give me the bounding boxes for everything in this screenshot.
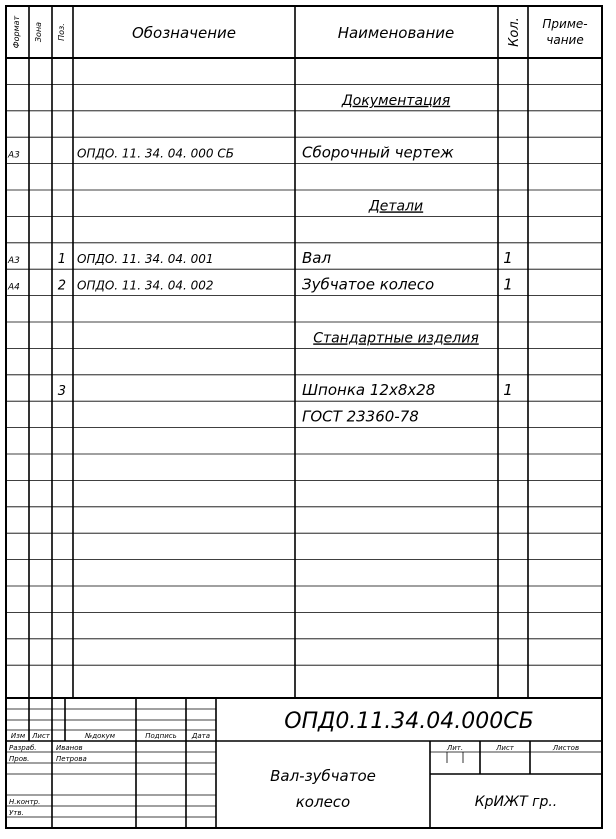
tb-document-code: ОПД0.11.34.04.000СБ xyxy=(284,709,534,734)
row-position: 3 xyxy=(57,384,66,400)
row-format: А4 xyxy=(8,282,20,293)
tb-sheets-label: Листов xyxy=(552,744,580,752)
tb-col-date: Дата xyxy=(191,732,211,740)
header-position: Поз. xyxy=(57,23,66,41)
tb-col-izm: Изм xyxy=(10,732,26,740)
header-format: Формат xyxy=(12,15,21,49)
header-name: Наименование xyxy=(337,24,455,42)
tb-organization: КрИЖТ гр.. xyxy=(474,794,558,810)
row-section-heading: Стандартные изделия xyxy=(313,330,479,347)
tb-role-norm: Н.контр. xyxy=(9,798,41,806)
tb-lit-label: Лит. xyxy=(446,744,464,752)
tb-title-line1: Вал-зубчатое xyxy=(270,767,376,785)
tb-role-checker: Пров. xyxy=(9,755,30,763)
row-format: А3 xyxy=(8,256,20,267)
row-lines xyxy=(6,84,602,665)
row-position: 2 xyxy=(57,278,66,294)
tb-role-approved: Утв. xyxy=(9,809,24,817)
header-zone: Зона xyxy=(34,21,43,43)
row-quantity: 1 xyxy=(503,275,513,294)
row-name: Сборочный чертеж xyxy=(302,143,454,162)
tb-developer-name: Иванов xyxy=(56,744,83,752)
row-section-heading: Детали xyxy=(368,198,424,215)
tb-sheet-label: Лист xyxy=(496,744,514,752)
row-name: ГОСТ 23360-78 xyxy=(302,407,419,426)
tb-col-docnum: №докум xyxy=(84,732,116,740)
row-quantity: 1 xyxy=(503,381,513,400)
column-lines xyxy=(29,6,528,698)
tb-col-sign: Подпись xyxy=(145,732,177,740)
tb-role-developer: Разраб. xyxy=(9,744,37,752)
row-name: Шпонка 12х8х28 xyxy=(302,381,436,400)
row-quantity: 1 xyxy=(503,249,513,268)
tb-title-line2: колесо xyxy=(295,793,351,811)
row-section-heading: Документация xyxy=(341,92,451,109)
row-format: А3 xyxy=(8,150,20,161)
spec-rows xyxy=(7,93,513,426)
row-name: Зубчатое колесо xyxy=(302,275,435,294)
row-designation: ОПДО. 11. 34. 04. 000 СБ xyxy=(77,146,234,161)
header-note-line2: чание xyxy=(546,33,584,47)
row-designation: ОПДО. 11. 34. 04. 001 xyxy=(77,252,214,267)
tb-checker-name: Петрова xyxy=(56,755,87,763)
header-quantity: Кол. xyxy=(507,17,522,47)
header-designation: Обозначение xyxy=(131,24,237,42)
row-designation: ОПДО. 11. 34. 04. 002 xyxy=(77,278,214,293)
row-name: Вал xyxy=(302,249,332,268)
row-position: 1 xyxy=(57,252,66,268)
tb-col-list: Лист xyxy=(32,732,50,740)
header-note-line1: Приме- xyxy=(542,17,588,31)
